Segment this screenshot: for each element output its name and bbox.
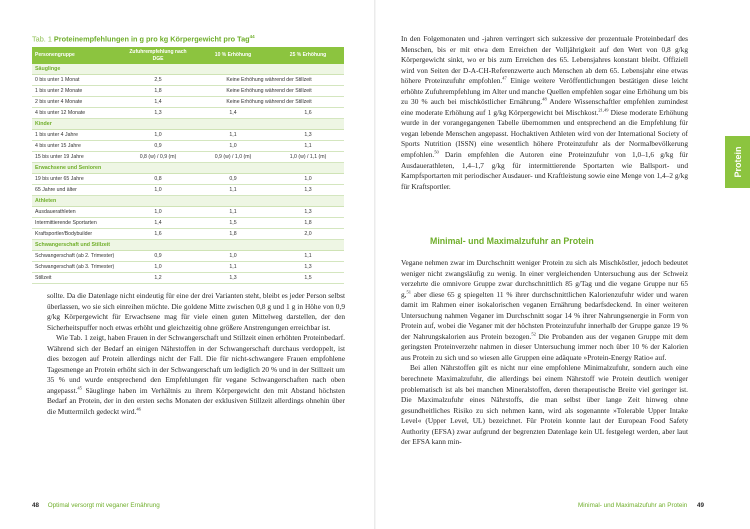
table-cell: 1,3 <box>272 207 344 218</box>
table-cell: 1,8 <box>272 218 344 229</box>
table-row <box>32 251 344 262</box>
footnote-ref: 52 <box>531 331 536 337</box>
table-row <box>32 174 344 185</box>
footnote-ref: 50 <box>434 149 439 155</box>
table-header-cell: Zufuhrempfehlung nach DGE <box>122 47 194 64</box>
table-cell: 2,0 <box>272 229 344 240</box>
table-cell: 1,0 <box>122 262 194 273</box>
text-run: sollte. Da die Datenlage nicht eindeutig für eine der drei Varianten steht, bleibt es jeder Person selbst überlassen, wo sie sich einreihen möchte. Die goldene Mitte zwischen 0,8 g und 1 g in Höhe von 0,9 g/kg Körpergewicht für Erwachsene mag für viele einen guten Mittelweg darstellen, der den Sicherheitspuffer noch etwas erhöht und gleichzeitig ohne größere Anstrengungen erreichbar ist. <box>47 291 345 332</box>
text-run: Einige weitere Veröffentlichungen bestätigen diese leicht erhöhte Zufuhrempfehlung im Alter und manche Quellen empfehlen sogar eine Erhöhung um bis zu 30 % auch bei mischköstlicher Ernährung. <box>401 76 688 107</box>
footnote-ref: 47 <box>502 75 507 81</box>
table-cell: 1,1 <box>194 207 272 218</box>
table-section-title: Säuglinge <box>32 64 344 75</box>
table-cell: 1,0 <box>122 185 194 196</box>
table-cell: 19 bis unter 65 Jahre <box>32 174 122 185</box>
table-body <box>32 64 344 284</box>
table-cell-merged: Keine Erhöhung während der Stillzeit <box>194 86 344 97</box>
table-cell: Schwangerschaft (ab 3. Trimester) <box>32 262 122 273</box>
table-cell: 1,0 <box>194 141 272 152</box>
table-cell: 1,1 <box>194 130 272 141</box>
footnote-ref: 46 <box>136 406 141 412</box>
table-cell-merged: Keine Erhöhung während der Stillzeit <box>194 97 344 108</box>
text-run: Andere Wissenschaftler empfehlen zumindest eine moderate Erhöhung auf 1 g/kg Körpergewicht bei Mischkost. <box>401 97 689 117</box>
table-row <box>32 75 344 86</box>
table-section-title: Erwachsene und Senioren <box>32 163 344 174</box>
chapter-side-tab[interactable] <box>725 136 750 188</box>
table-cell: Ausdauerathleten <box>32 207 122 218</box>
text-run: Säuglinge haben im Verhältnis zu ihrem Körpergewicht den mit Abstand höchsten Bedarf an Protein, der in den ersten sechs Monaten der exklusiven Stillzeit allerdings ohnehin über die Muttermilch gedeckt wird. <box>47 385 345 417</box>
body-paragraph <box>47 333 345 417</box>
table-cell: 1,4 <box>122 218 194 229</box>
table-section-row <box>32 163 344 174</box>
table-cell: 1,3 <box>272 130 344 141</box>
table-row <box>32 273 344 284</box>
table-cell: Kraftsportler/Bodybuilder <box>32 229 122 240</box>
table-caption <box>32 34 352 43</box>
page-number: 48 <box>32 502 40 509</box>
table-cell: 4 bis unter 15 Jahre <box>32 141 122 152</box>
table-header-cell: 25 % Erhöhung <box>272 47 344 64</box>
table-section-row <box>32 64 344 75</box>
table-cell: 1,8 <box>122 86 194 97</box>
body-paragraph <box>401 34 688 192</box>
table-cell: 1,0 <box>122 207 194 218</box>
table-cell: 1,5 <box>272 273 344 284</box>
table-cell: 1,0 <box>194 251 272 262</box>
side-tab-label: Protein <box>732 146 743 178</box>
table-cell: 1,1 <box>272 251 344 262</box>
table-caption-title: Proteinempfehlungen in g pro kg Körpergewicht pro Tag <box>53 34 250 44</box>
table-cell: 1,3 <box>194 273 272 284</box>
page-gutter <box>374 0 376 529</box>
table-cell: 0,9 <box>122 251 194 262</box>
running-title: Optimal versorgt mit veganer Ernährung <box>47 502 160 509</box>
body-paragraph <box>401 258 688 363</box>
text-run: Wie Tab. 1 zeigt, haben Frauen in der Schwangerschaft und Stillzeit einen erhöhten Proteinbedarf. Während sich der Bedarf an einigen Nährstoffen in der Schwangerschaft durchaus verdoppelt, ist dies bezogen auf Protein allerdings nicht der Fall. Die für nicht-schwangere Frauen empfohlene Tagesmenge an Protein erhöht sich in der Schwangerschaft um lediglich 20 % und in der Stillzeit um 35 % und wurde entsprechend den Empfehlungen für vegane Schwangerschaften nach oben angepasst. <box>47 333 345 395</box>
footnote-ref: 51 <box>406 289 412 295</box>
body-paragraph <box>401 363 688 447</box>
table-row <box>32 218 344 229</box>
body-paragraph <box>47 291 345 333</box>
table-section-row <box>32 119 344 130</box>
table-cell: 1,3 <box>272 262 344 273</box>
table-cell: 15 bis unter 19 Jahre <box>32 152 122 163</box>
table-cell: 4 bis unter 12 Monate <box>32 108 122 119</box>
table-cell: 1 bis unter 2 Monate <box>32 86 122 97</box>
table-section-row <box>32 240 344 251</box>
table-cell: 0,8 <box>122 174 194 185</box>
table-caption-id: Tab. 1 <box>32 34 52 44</box>
table-cell: 1,3 <box>122 108 194 119</box>
table-cell: 0,9 (w) / 1,0 (m) <box>194 152 272 163</box>
table-section-title: Schwangerschaft und Stillzeit <box>32 240 344 251</box>
table-cell: 1,4 <box>194 108 272 119</box>
text-run: Diese moderate Erhöhung wurde in der vorangegangenen Tabelle übernommen und entsprechend an die Empfehlung für vegan lebende Menschen angepasst. Hochaktiven Athleten wird von der International Society of Sports Nutrition (ISSN) eine wesentlich höhere Proteinzufuhr als der Normalbevölkerung empfohlen. <box>401 107 688 160</box>
table-header-cell: Personengruppe <box>32 47 122 64</box>
table-row <box>32 262 344 273</box>
table-row <box>32 152 344 163</box>
table-cell: 1,1 <box>194 185 272 196</box>
table-cell: 1,5 <box>194 218 272 229</box>
table-cell: 1,0 <box>272 174 344 185</box>
protein-recommendation-table <box>32 47 344 284</box>
table-cell: 2 bis unter 4 Monate <box>32 97 122 108</box>
table-row <box>32 141 344 152</box>
table-row <box>32 108 344 119</box>
right-body-text-bottom <box>401 258 688 448</box>
right-body-text-top <box>401 34 688 192</box>
table-cell: 1,6 <box>122 229 194 240</box>
table-cell: Intermittierende Sportarten <box>32 218 122 229</box>
running-title: Minimal- und Maximalzufuhr an Protein <box>578 502 688 509</box>
text-run: Darin empfehlen die Autoren eine Proteinzufuhr von 1,0–1,6 g/kg für Ausdauerathleten, 1,4–1,7 g/kg für intermittierende Sportarten wie Ballsport- und Kampfsportarten mit periodischer Ausdauer- und Kraftleistung sowie eine Menge von 1,4–2 g/kg für Kraftsportler. <box>401 150 688 191</box>
table-cell: 0,8 (w) / 0,9 (m) <box>122 152 194 163</box>
table-section-title: Kinder <box>32 119 344 130</box>
text-run: In den Folgemonaten und -jahren verringert sich sukzessive der prozentuale Proteinbedarf des Menschen, bis er mit etwa dem Erreichen der Volljährigkeit auf den Wert von 0,8 g/kg Körpergewicht sinkt, wo er bis zum Erreichen des 65. Lebensjahres konstant bleibt. Offiziell wird von Seiten der D-A-CH-Referenzwerte auch Menschen ab dem 65. Lebensjahr eine etwas höhere Proteinzufuhr empfohlen. <box>401 34 688 86</box>
table-cell: Stillzeit <box>32 273 122 284</box>
table-cell: 1,1 <box>194 262 272 273</box>
left-body-text <box>47 291 345 418</box>
page-number: 49 <box>696 502 704 509</box>
table-cell: 0,9 <box>122 141 194 152</box>
text-run: Bei allen Nährstoffen gilt es nicht nur eine empfohlene Minimalzufuhr, sondern auch eine berechnete Maximalzufuhr, die allerdings bei einem Nährstoff wie Protein deutlich weniger problematisch ist als bei manchen Mineralstoffen, deren therapeutische Breite viel geringer ist. Die Maximalzufuhr eines Nährstoffs, die man selbst über lange Zeit hinweg ohne gesundheitliches Risiko zu sich nehmen kann, wird als sogenannte »Tolerable Upper Intake Level« (Upper Level, UL) bezeichnet. Für Protein konnte laut der European Food Safety Authority (EFSA) zwar aufgrund der begrenzten Datenlage kein UL festgelegt werden, aber laut der EFSA kann min- <box>401 363 688 447</box>
text-run: Die Probanden aus der veganen Gruppe mit dem geringsten Proteinverzehr nahmen in dieser Untersuchung immer noch über 10 % der Kalorien aus Protein zu sich und so wiesen alle Gruppen eine adäquate »Protein-Energy Ratio« auf. <box>401 331 688 362</box>
table-header-cell: 10 % Erhöhung <box>194 47 272 64</box>
table-cell: 2,5 <box>122 75 194 86</box>
table-cell: 1,0 (w) / 1,1 (m) <box>272 152 344 163</box>
footnote-ref: 48 <box>542 96 547 102</box>
table-row <box>32 207 344 218</box>
left-page-footer <box>32 502 160 509</box>
text-run: Vegane nehmen zwar im Durchschnitt weniger Protein zu sich als Mischköstler, jedoch bedeutet weniger nicht zwangsläufig zu wenig. In einer vergleichenden Untersuchung aus der Schweiz verzehrte die omnivore Gruppe zwar durchschnittlich 85 g/Tag und die vegane Gruppe nur 65 g, <box>401 258 688 299</box>
table-cell: 65 Jahre und älter <box>32 185 122 196</box>
table-cell: 1,4 <box>122 97 194 108</box>
table-caption-ref: 44 <box>249 34 255 39</box>
table-header-row <box>32 47 344 64</box>
table-cell: 1,3 <box>272 185 344 196</box>
table-row <box>32 185 344 196</box>
text-run: aber diese 65 g spiegelten 11 % ihrer durchschnittlichen Kalorienzufuhr wider und waren damit im Rahmen einer isokalorischen veganen Ernährung bedarfsdeckend. In einer weiteren Untersuchung nahmen Veganer im Durchschnitt sogar 14 % ihrer Nahrungsenergie in Form von Protein auf, wobei die Veganer mit der höchsten Proteinzufuhr innerhalb der Gruppe ganze 19 % der Nahrungskalorien aus Protein bezogen. <box>401 289 688 341</box>
table-section-title: Athleten <box>32 196 344 207</box>
table-cell: 1,6 <box>272 108 344 119</box>
table-row <box>32 97 344 108</box>
table-cell: 0,9 <box>194 174 272 185</box>
table-cell: 1,8 <box>194 229 272 240</box>
right-page-footer <box>578 502 704 509</box>
table-cell: Schwangerschaft (ab 2. Trimester) <box>32 251 122 262</box>
table-row <box>32 86 344 97</box>
table-cell: 1 bis unter 4 Jahre <box>32 130 122 141</box>
table-cell-merged: Keine Erhöhung während der Stillzeit <box>194 75 344 86</box>
table-row <box>32 229 344 240</box>
table-cell: 1,1 <box>272 141 344 152</box>
section-heading: Minimal- und Maximalzufuhr an Protein <box>430 236 594 246</box>
table-section-row <box>32 196 344 207</box>
table-cell: 1,0 <box>122 130 194 141</box>
table-cell: 0 bis unter 1 Monat <box>32 75 122 86</box>
table-cell: 1,2 <box>122 273 194 284</box>
footnote-ref: 21,49 <box>598 107 609 113</box>
footnote-ref: 45 <box>77 385 82 391</box>
table-row <box>32 130 344 141</box>
